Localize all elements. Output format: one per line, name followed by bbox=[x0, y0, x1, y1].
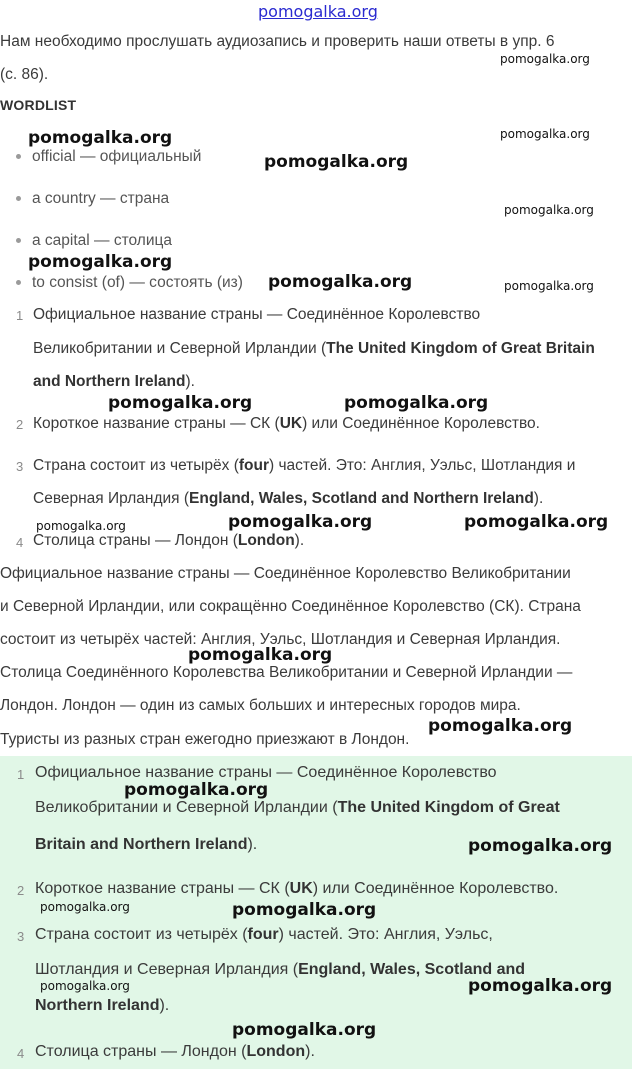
answer-number: 4 bbox=[16, 535, 24, 550]
watermark: pomogalka.org bbox=[232, 900, 377, 920]
paragraph-line: Лондон. Лондон — один из самых больших и интересных городов мира. bbox=[0, 697, 521, 714]
watermark: pomogalka.org bbox=[464, 512, 609, 532]
wordlist-title: WORDLIST bbox=[0, 97, 77, 113]
green-answer-1-line-1: Официальное название страны — Соединённое Королевство bbox=[35, 764, 497, 781]
watermark: pomogalka.org bbox=[264, 152, 409, 172]
answer-number: 3 bbox=[17, 929, 25, 944]
wordlist-item: official — официальный bbox=[16, 148, 201, 166]
watermark: pomogalka.org bbox=[40, 900, 130, 914]
paragraph-line: и Северной Ирландии, или сокращённо Соединённое Королевство (СК). Страна bbox=[0, 598, 581, 615]
green-answer-4: Столица страны — Лондон (London). bbox=[35, 1043, 315, 1060]
bullet-icon bbox=[16, 280, 21, 285]
answer-1-line-1: Официальное название страны — Соединённое Королевство bbox=[33, 306, 481, 323]
bullet-icon bbox=[16, 238, 21, 243]
paragraph-line: Туристы из разных стран ежегодно приезжают в Лондон. bbox=[0, 731, 410, 748]
watermark: pomogalka.org bbox=[28, 128, 173, 148]
watermark: pomogalka.org bbox=[108, 393, 253, 413]
answer-2: Короткое название страны — СК (UK) или Соединённое Королевство. bbox=[33, 415, 540, 432]
answer-number: 2 bbox=[16, 417, 24, 432]
green-answer-2: Короткое название страны — СК (UK) или Соединённое Королевство. bbox=[35, 880, 559, 897]
watermark: pomogalka.org bbox=[36, 519, 126, 533]
wordlist-item: a country — страна bbox=[16, 190, 169, 208]
intro-line-1: Нам необходимо прослушать аудиозапись и проверить наши ответы в упр. 6 bbox=[0, 33, 555, 50]
answer-3-line-1: Страна состоит из четырёх (four) частей. Это: Англия, Уэльс, Шотландия и bbox=[33, 457, 576, 474]
answer-number: 4 bbox=[17, 1046, 25, 1061]
answer-number: 1 bbox=[17, 767, 25, 782]
watermark: pomogalka.org bbox=[428, 716, 573, 736]
bullet-icon bbox=[16, 154, 21, 159]
green-answer-1-line-2: Великобритании и Северной Ирландии (The United Kingdom of Great bbox=[35, 799, 560, 816]
watermark: pomogalka.org bbox=[228, 512, 373, 532]
answer-3-line-2: Северная Ирландия (England, Wales, Scotland and Northern Ireland). bbox=[33, 490, 544, 507]
answer-number: 1 bbox=[16, 308, 24, 323]
answer-number: 3 bbox=[16, 459, 24, 474]
wordlist-item: to consist (of) — состоять (из) bbox=[16, 274, 243, 292]
watermark: pomogalka.org bbox=[232, 1020, 377, 1040]
bullet-icon bbox=[16, 196, 21, 201]
watermark: pomogalka.org bbox=[504, 203, 594, 217]
watermark: pomogalka.org bbox=[468, 976, 613, 996]
watermark: pomogalka.org bbox=[28, 252, 173, 272]
green-answer-3-line-1: Страна состоит из четырёх (four) частей. Это: Англия, Уэльс, bbox=[35, 926, 493, 943]
watermark: pomogalka.org bbox=[268, 272, 413, 292]
paragraph-line: Официальное название страны — Соединённое Королевство Великобритании bbox=[0, 565, 571, 582]
watermark: pomogalka.org bbox=[124, 780, 269, 800]
watermark: pomogalka.org bbox=[344, 393, 489, 413]
answer-4: Столица страны — Лондон (London). bbox=[33, 532, 305, 549]
green-answer-3-line-3: Northern Ireland). bbox=[35, 997, 170, 1014]
watermark: pomogalka.org bbox=[468, 836, 613, 856]
answer-1-line-3: and Northern Ireland). bbox=[33, 373, 195, 390]
watermark: pomogalka.org bbox=[500, 127, 590, 141]
green-answer-1-line-3: Britain and Northern Ireland). bbox=[35, 836, 258, 853]
answer-1-line-2: Великобритании и Северной Ирландии (The United Kingdom of Great Britain bbox=[33, 340, 595, 357]
green-answer-3-line-2: Шотландия и Северная Ирландия (England, Wales, Scotland and bbox=[35, 961, 526, 978]
watermark: pomogalka.org bbox=[500, 52, 590, 66]
paragraph-line: состоит из четырёх частей: Англия, Уэльс, Шотландия и Северная Ирландия. bbox=[0, 631, 561, 648]
answer-number: 2 bbox=[17, 883, 25, 898]
watermark: pomogalka.org bbox=[188, 645, 333, 665]
watermark: pomogalka.org bbox=[40, 979, 130, 993]
watermark-link[interactable]: pomogalka.org bbox=[258, 2, 378, 21]
watermark: pomogalka.org bbox=[504, 279, 594, 293]
wordlist-item: a capital — столица bbox=[16, 232, 172, 250]
paragraph-line: Столица Соединённого Королевства Великобритании и Северной Ирландии — bbox=[0, 664, 573, 681]
intro-line-2: (с. 86). bbox=[0, 66, 49, 83]
